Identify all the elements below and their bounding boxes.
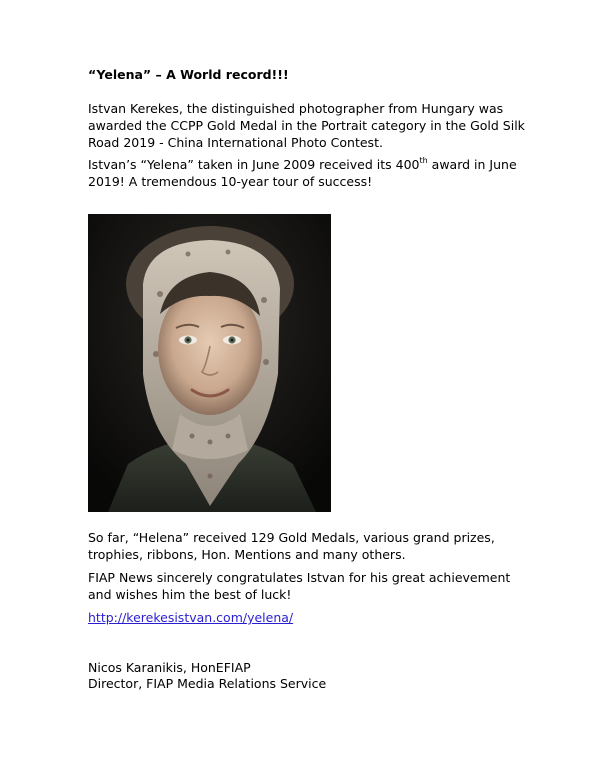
document-title: “Yelena” – A World record!!! xyxy=(88,67,289,82)
link-line xyxy=(88,609,528,626)
signature-role: Director, FIAP Media Relations Service xyxy=(88,676,327,691)
award-text-start: Istvan’s “Yelena” taken in June 2009 received its 400 xyxy=(88,157,420,172)
ordinal-suffix: th xyxy=(419,155,428,165)
yelena-link[interactable]: http://kerekesistvan.com/yelena/ xyxy=(88,610,294,625)
congratulations-paragraph: FIAP News sincerely congratulates Istvan for his great achievement and wishes him the best of luck! xyxy=(88,570,511,602)
portrait-photo xyxy=(88,214,331,512)
signature-name: Nicos Karanikis, HonEFIAP xyxy=(88,660,251,675)
intro-paragraph: Istvan Kerekes, the distinguished photographer from Hungary was awarded the CCPP Gold Medal in the Portrait category in the Gold Silk Road 2019 - China International Photo Contest. xyxy=(88,101,525,150)
medals-paragraph: So far, “Helena” received 129 Gold Medals, various grand prizes, trophies, ribbons, Hon. Mentions and many others. xyxy=(88,530,495,562)
award-text-end: award in June 2019! A tremendous 10-year tour of success! xyxy=(88,157,517,189)
award-paragraph xyxy=(88,156,528,190)
